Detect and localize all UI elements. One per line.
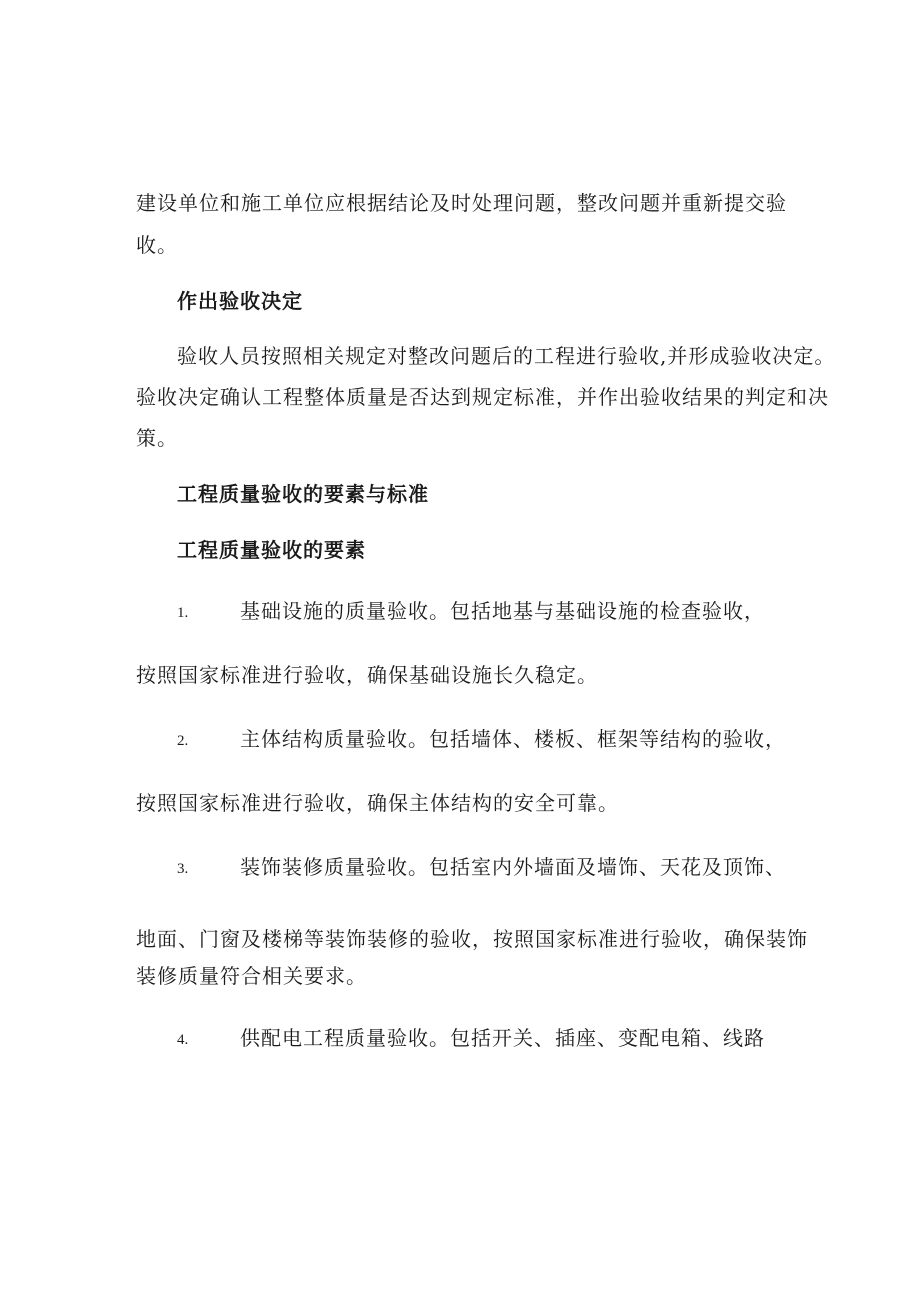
item-4-line-1: 供配电工程质量验收。包括开关、插座、变配电箱、线路 bbox=[240, 1026, 765, 1050]
heading-decision: 作出验收决定 bbox=[177, 289, 303, 313]
item-2-line-1: 主体结构质量验收。包括墙体、楼板、框架等结构的验收， bbox=[240, 727, 786, 751]
item-3-line-3: 装修质量符合相关要求。 bbox=[136, 964, 367, 988]
item-3-line-2: 地面、门窗及楼梯等装饰装修的验收，按照国家标准进行验收，确保装饰 bbox=[136, 927, 808, 951]
heading-elements-standards: 工程质量验收的要素与标准 bbox=[177, 482, 429, 506]
heading-elements: 工程质量验收的要素 bbox=[177, 538, 366, 562]
paragraph-2-line-3: 策。 bbox=[136, 426, 178, 450]
item-3-line-1: 装饰装修质量验收。包括室内外墙面及墙饰、天花及顶饰、 bbox=[240, 855, 786, 879]
item-1-number: 1. bbox=[177, 605, 189, 621]
item-3-number: 3. bbox=[177, 861, 189, 877]
item-1-line-2: 按照国家标准进行验收，确保基础设施长久稳定。 bbox=[136, 663, 598, 687]
item-1-line-1: 基础设施的质量验收。包括地基与基础设施的检查验收， bbox=[240, 599, 765, 623]
paragraph-1-line-1: 建设单位和施工单位应根据结论及时处理问题，整改问题并重新提交验 bbox=[136, 191, 787, 215]
paragraph-2-line-1: 验收人员按照相关规定对整改问题后的工程进行验收,并形成验收决定。 bbox=[177, 344, 836, 368]
paragraph-1-line-2: 收。 bbox=[136, 233, 178, 257]
item-2-number: 2. bbox=[177, 733, 189, 749]
item-2-line-2: 按照国家标准进行验收，确保主体结构的安全可靠。 bbox=[136, 791, 619, 815]
paragraph-2-line-2: 验收决定确认工程整体质量是否达到规定标准，并作出验收结果的判定和决 bbox=[136, 385, 829, 409]
item-4-number: 4. bbox=[177, 1032, 189, 1048]
